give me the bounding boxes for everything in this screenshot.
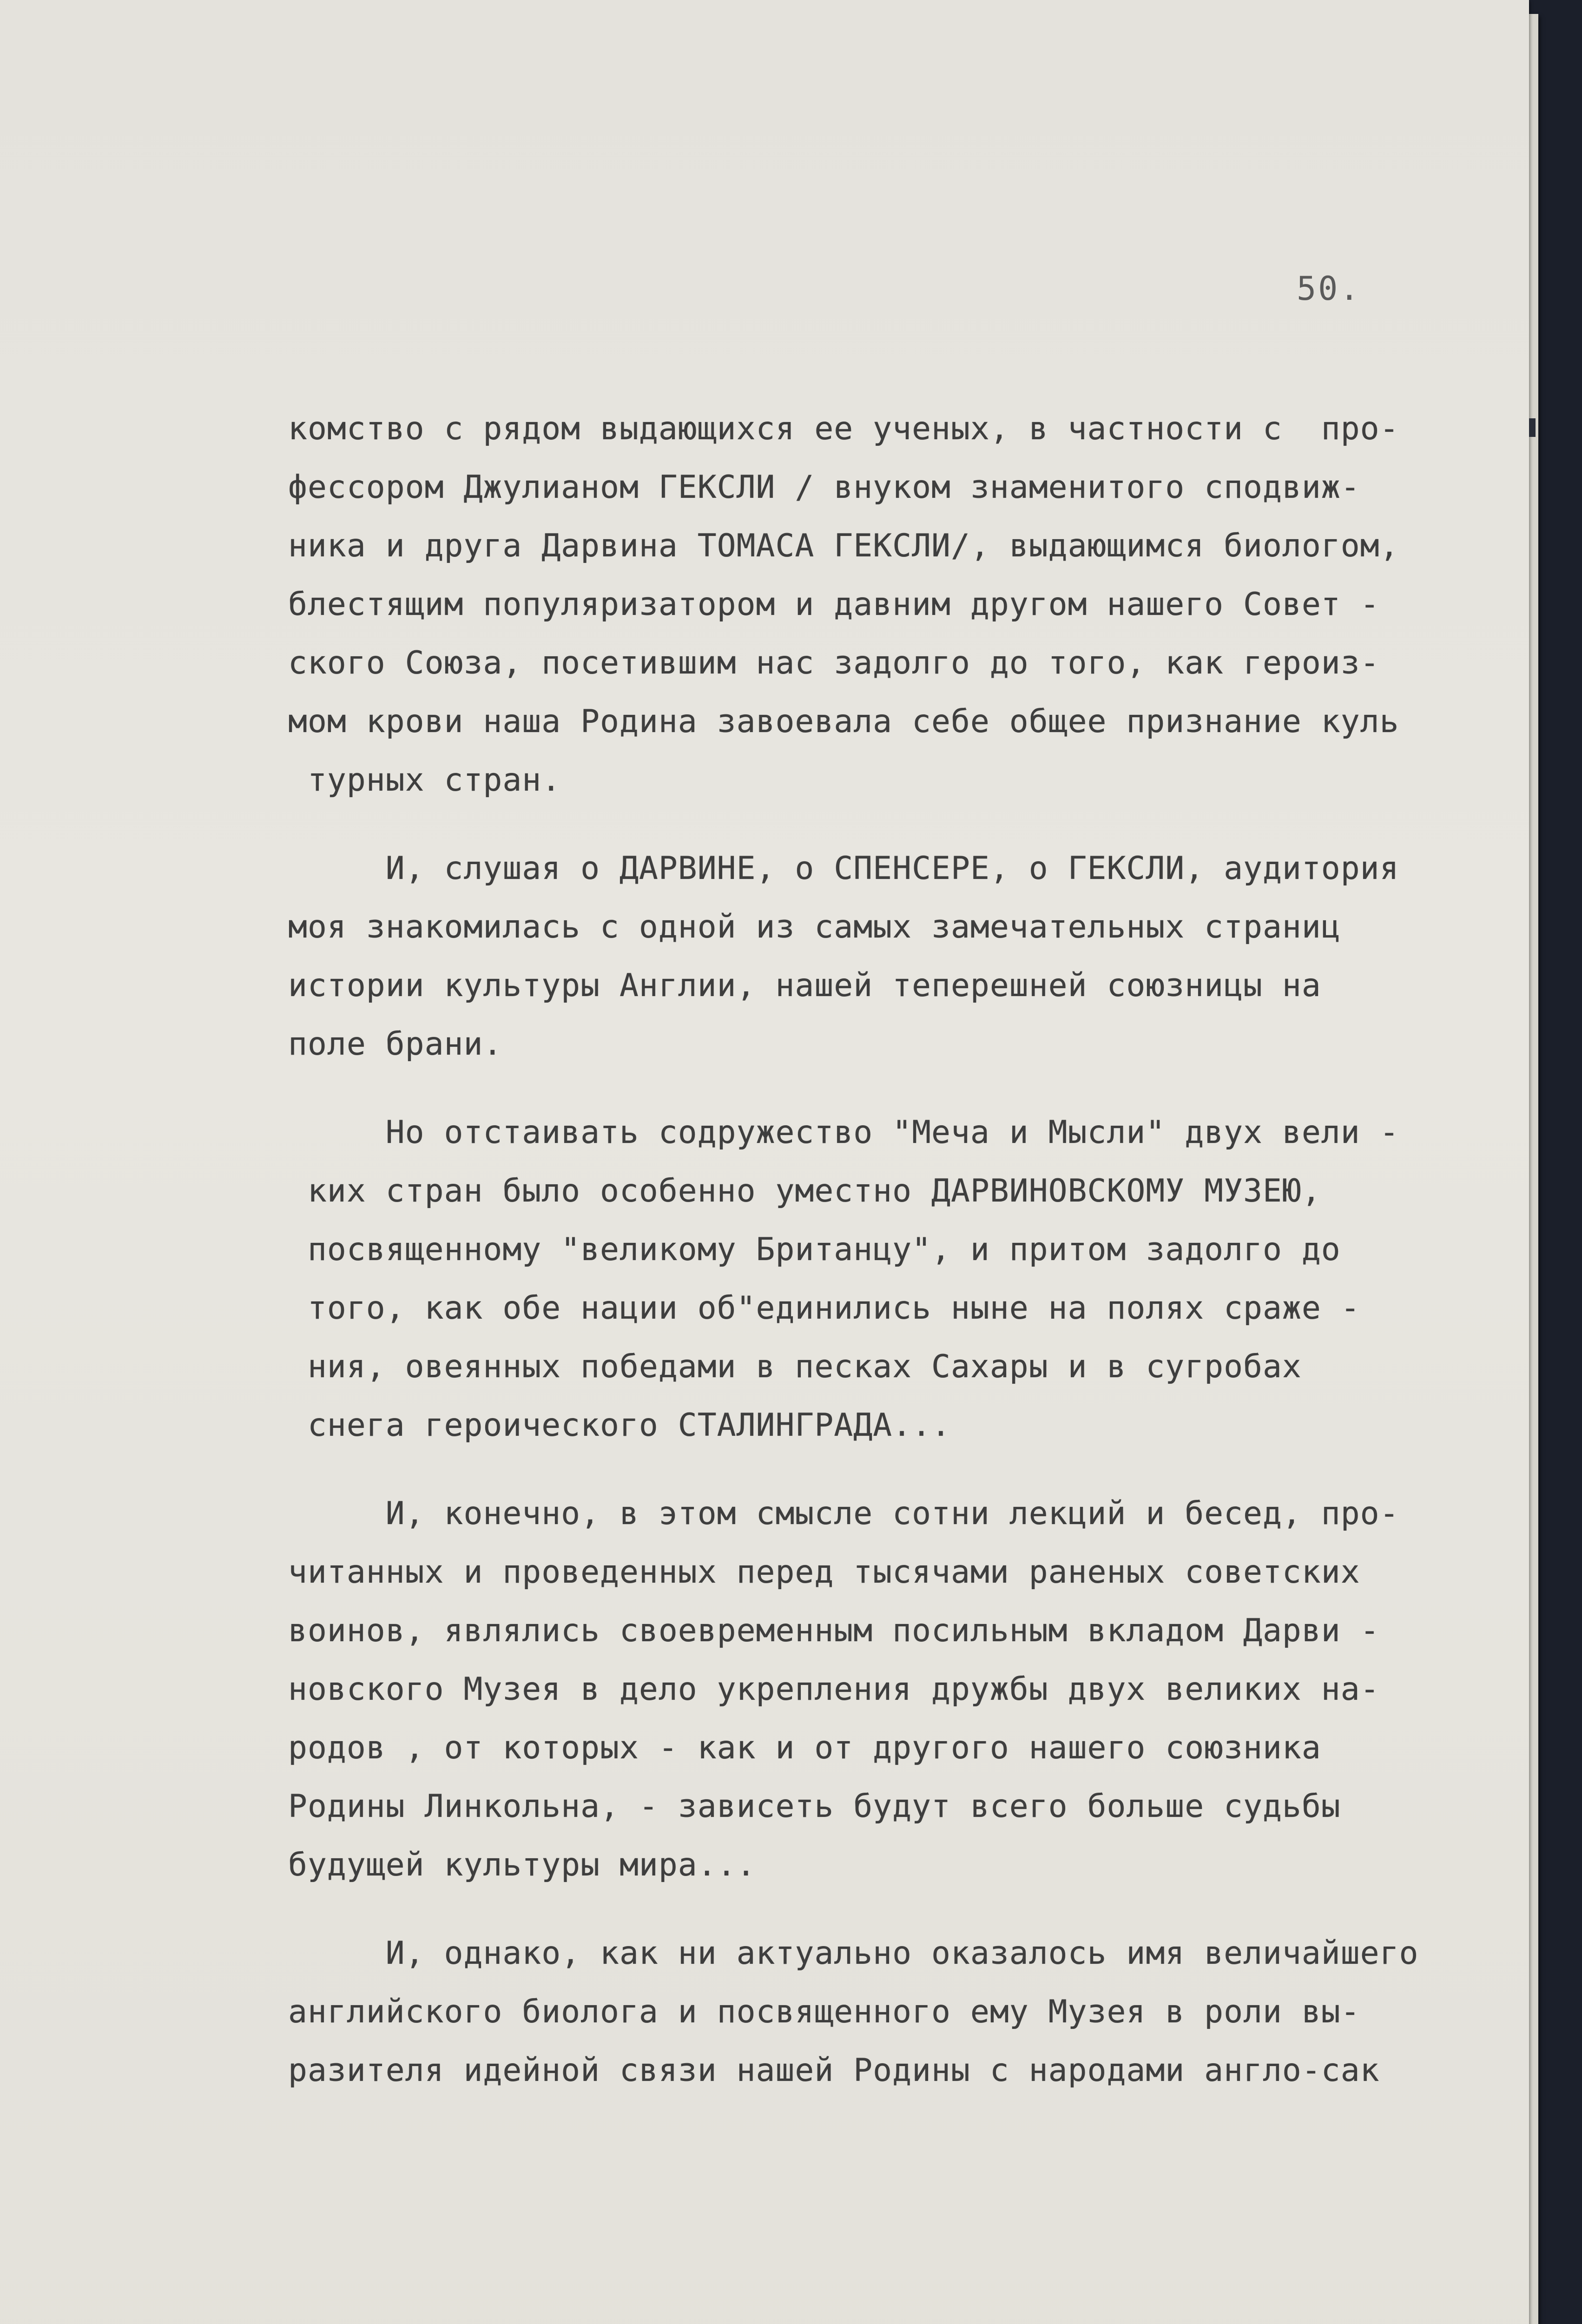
text-line: И, однако, как ни актуально оказалось имя величайшего bbox=[288, 1935, 1419, 1972]
text-line: поле брани. bbox=[288, 1026, 503, 1063]
text-line: разителя идейной связи нашей Родины с народами англо-сак bbox=[288, 2052, 1380, 2089]
text-line: И, слушая о ДАРВИНЕ, о СПЕНСЕРЕ, о ГЕКСЛИ, аудитория bbox=[288, 850, 1399, 887]
text-line: будущей культуры мира... bbox=[288, 1847, 756, 1883]
text-line: турных стран. bbox=[288, 762, 561, 799]
text-line: мом крови наша Родина завоевала себе общее признание куль bbox=[288, 703, 1399, 740]
text-line: истории культуры Англии, нашей теперешней союзницы на bbox=[288, 967, 1321, 1004]
text-line: снега героического СТАЛИНГРАДА... bbox=[288, 1407, 951, 1444]
paragraph bbox=[288, 400, 1478, 810]
text-line: воинов, являлись своевременным посильным вкладом Дарви - bbox=[288, 1612, 1380, 1649]
paragraph bbox=[288, 839, 1478, 1074]
paragraph bbox=[288, 1485, 1478, 1895]
text-line: блестящим популяризатором и давним другом нашего Совет - bbox=[288, 586, 1380, 623]
text-line: английского биолога и посвященного ему Музея в роли вы- bbox=[288, 1994, 1360, 2030]
binder-edge bbox=[1529, 418, 1536, 437]
text-line: новского Музея в дело укрепления дружбы двух великих на- bbox=[288, 1671, 1380, 1708]
text-line: моя знакомилась с одной из самых замечательных страниц bbox=[288, 909, 1341, 945]
text-line: ника и друга Дарвина ТОМАСА ГЕКСЛИ/, выдающимся биологом, bbox=[288, 528, 1399, 564]
text-line: фессором Джулианом ГЕКСЛИ / внуком знаменитого сподвиж- bbox=[288, 469, 1360, 506]
text-line: ния, овеянных победами в песках Сахары и в сугробах bbox=[288, 1348, 1302, 1385]
text-line: комство с рядом выдающихся ее ученых, в частности с про- bbox=[288, 410, 1399, 447]
text-line: Родины Линкольна, - зависеть будут всего больше судьбы bbox=[288, 1788, 1341, 1825]
text-line: ского Союза, посетившим нас задолго до того, как героиз- bbox=[288, 645, 1380, 681]
typewritten-body bbox=[288, 400, 1478, 2100]
page-number: 50. bbox=[1297, 270, 1361, 308]
text-line: Но отстаивать содружество "Меча и Мысли" двух вели - bbox=[288, 1114, 1399, 1151]
text-line: ких стран было особенно уместно ДАРВИНОВСКОМУ МУЗЕЮ, bbox=[288, 1173, 1321, 1209]
paragraph bbox=[288, 1924, 1478, 2100]
text-line: читанных и проведенных перед тысячами раненых советских bbox=[288, 1554, 1360, 1591]
text-line: того, как обе нации об"единились ныне на полях сраже - bbox=[288, 1290, 1360, 1327]
text-line: И, конечно, в этом смысле сотни лекций и бесед, про- bbox=[288, 1495, 1399, 1532]
paragraph bbox=[288, 1103, 1478, 1455]
text-line: родов , от которых - как и от другого нашего союзника bbox=[288, 1730, 1321, 1766]
text-line: посвященному "великому Британцу", и притом задолго до bbox=[288, 1231, 1341, 1268]
